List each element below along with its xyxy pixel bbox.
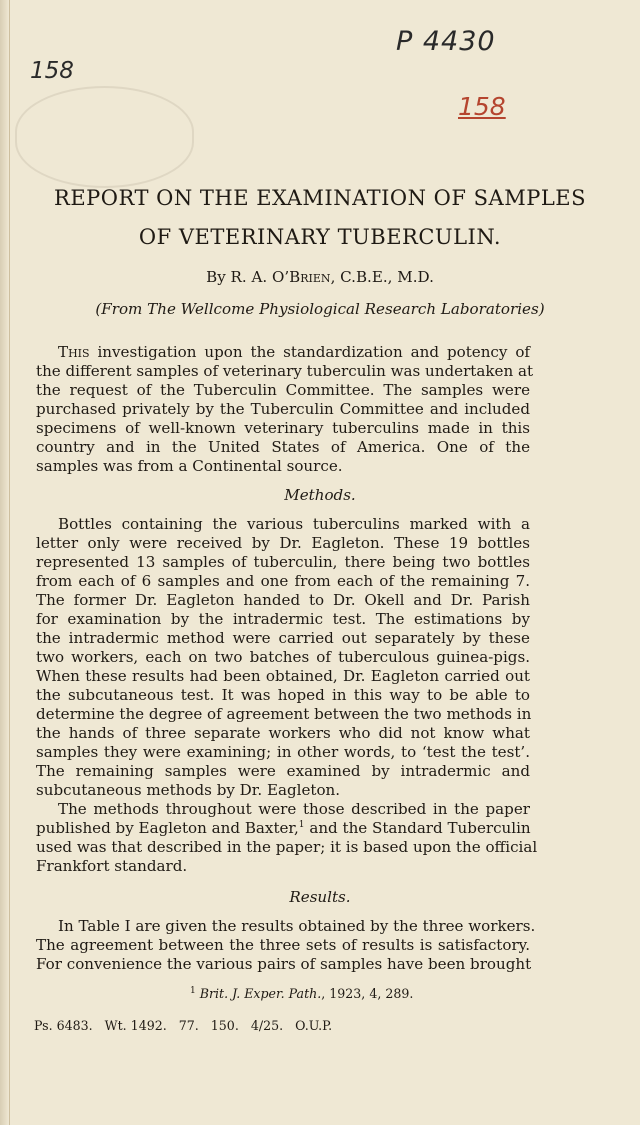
methods-line-text: published by Eagleton and Baxter, (36, 819, 299, 838)
methods-line: letter only were received by Dr. Eagleton. These 19 bottles (36, 534, 530, 552)
intro-line-text: investigation upon the standardization and potency of (89, 343, 530, 361)
handwritten-catalog-number: P 4430 (396, 26, 496, 57)
intro-line: samples was from a Continental source. (36, 457, 343, 475)
handwritten-number: 158 (30, 58, 74, 84)
methods-line: subcutaneous methods by Dr. Eagleton. (36, 781, 341, 799)
methods-line-text: and the Standard Tuberculin (304, 819, 531, 838)
report-title-line-1: REPORT ON THE EXAMINATION OF SAMPLES (54, 186, 586, 210)
red-handwritten-number: 158 (458, 92, 506, 121)
methods-heading: Methods. (284, 486, 356, 504)
intro-line: the different samples of veterinary tuberculin was undertaken at (36, 362, 534, 380)
methods-line: two workers, each on two batches of tuberculous guinea-pigs. (36, 648, 530, 666)
results-heading: Results. (289, 888, 351, 906)
methods-line: Bottles containing the various tuberculins marked with a (58, 515, 530, 533)
footnote-number: 1 (190, 986, 196, 996)
report-title-line-2: OF VETERINARY TUBERCULIN. (138, 225, 502, 249)
methods-line: The methods throughout were those described in the paper (58, 800, 530, 818)
methods-line: The former Dr. Eagleton handed to Dr. Okell and Dr. Parish (36, 591, 530, 609)
intro-line (36, 345, 530, 360)
footnote (190, 986, 413, 1001)
methods-line (36, 821, 530, 836)
footnote-citation: , 1923, 4, 289. (321, 986, 414, 1002)
footnote-journal: Brit. J. Exper. Path. (199, 986, 322, 1002)
byline-prefix: By (206, 268, 226, 286)
byline (0, 270, 640, 285)
methods-line: Frankfort standard. (36, 857, 188, 875)
results-line: For convenience the various pairs of samples have been brought (36, 955, 532, 973)
author-credentials: , C.B.E., M.D. (330, 268, 434, 286)
methods-line: samples they were examining; in other words, to ‘test the test’. (36, 743, 530, 761)
methods-line: the subcutaneous test. It was hoped in this way to be able to (36, 686, 530, 704)
affiliation: (From The Wellcome Physiological Research Laboratories) (95, 300, 545, 318)
intro-first-word: This (58, 343, 90, 361)
faded-library-stamp (15, 86, 194, 188)
intro-line: specimens of well-known veterinary tuberculins made in this (36, 419, 530, 437)
footnote-marker: 1 (298, 820, 305, 830)
methods-line: used was that described in the paper; it is based upon the official (36, 838, 538, 856)
printer-imprint: Ps. 6483. Wt. 1492. 77. 150. 4/25. O.U.P. (34, 1018, 333, 1033)
methods-line: from each of 6 samples and one from each of the remaining 7. (36, 572, 530, 590)
methods-line: represented 13 samples of tuberculin, there being two bottles (36, 553, 530, 571)
intro-line: country and in the United States of America. One of the (36, 438, 530, 456)
methods-line: the hands of three separate workers who did not know what (36, 724, 530, 742)
results-line: The agreement between the three sets of results is satisfactory. (36, 936, 530, 954)
intro-line: purchased privately by the Tuberculin Committee and included (36, 400, 530, 418)
page-binding-edge (0, 0, 10, 1125)
author-name: R. A. O’Brien (230, 268, 331, 286)
methods-line: determine the degree of agreement between the two methods in (36, 705, 532, 723)
methods-line: the intradermic method were carried out separately by these (36, 629, 530, 647)
methods-line: The remaining samples were examined by intradermic and (36, 762, 530, 780)
methods-line: for examination by the intradermic test. The estimations by (36, 610, 530, 628)
methods-line: When these results had been obtained, Dr. Eagleton carried out (36, 667, 530, 685)
results-line: In Table I are given the results obtained by the three workers. (58, 917, 536, 935)
intro-line: the request of the Tuberculin Committee. The samples were (36, 381, 530, 399)
